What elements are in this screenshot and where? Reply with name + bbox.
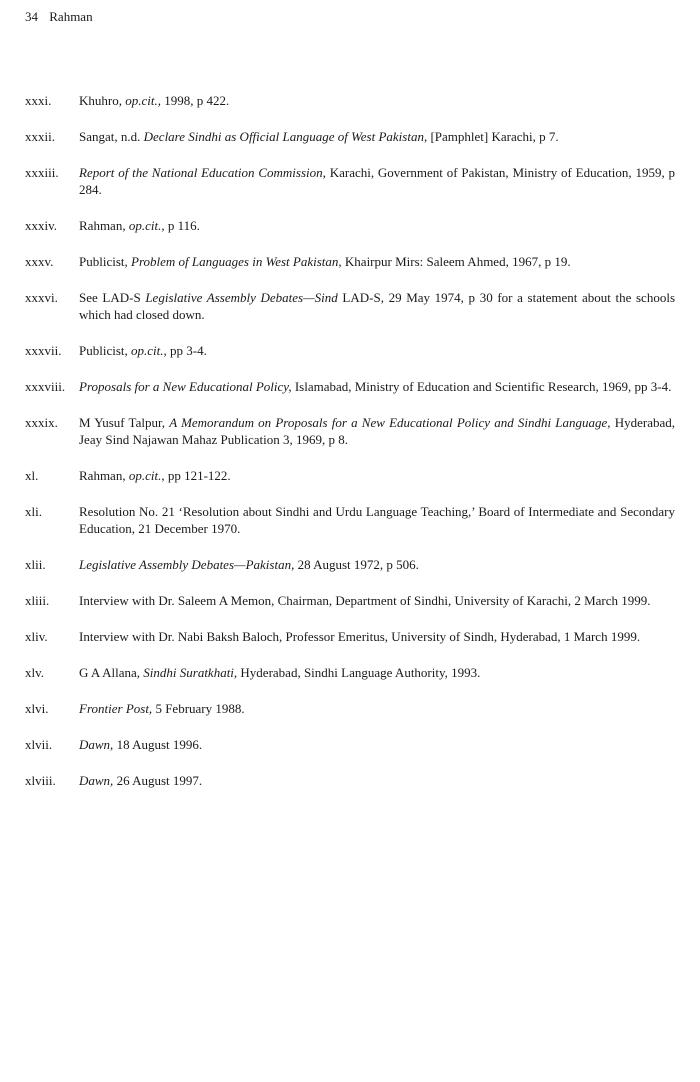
endnote-text: Interview with Dr. Saleem A Memon, Chairman, Department of Sindhi, University of Karachi, 2 March 1999.: [79, 593, 651, 608]
endnote-text: Sangat, n.d. Declare Sindhi as Official Language of West Pakistan, [Pamphlet] Karachi, p 7.: [79, 129, 559, 144]
endnote-text: G A Allana, Sindhi Suratkhati, Hyderabad, Sindhi Language Authority, 1993.: [79, 665, 481, 680]
endnote-number: xxxii.: [25, 129, 55, 144]
endnote: [25, 700, 675, 717]
page-number: 34: [25, 9, 38, 24]
endnote-text: Legislative Assembly Debates—Pakistan, 28 August 1972, p 506.: [79, 557, 419, 572]
endnote-number: xxxi.: [25, 93, 52, 108]
endnote-number: xlvii.: [25, 737, 53, 752]
running-head-author: Rahman: [49, 9, 93, 24]
endnote-text: Dawn, 26 August 1997.: [79, 773, 203, 788]
endnote: [25, 414, 675, 448]
endnote: [25, 628, 675, 645]
endnote: [25, 342, 675, 359]
endnote-text: Khuhro, op.cit., 1998, p 422.: [79, 93, 230, 108]
endnote-text: Rahman, op.cit., pp 121-122.: [79, 468, 231, 483]
endnote: [25, 289, 675, 323]
endnote-text: Dawn, 18 August 1996.: [79, 737, 203, 752]
endnote: [25, 503, 675, 537]
endnote-number: xxxvi.: [25, 290, 58, 305]
endnote: [25, 772, 675, 789]
endnote-text: Interview with Dr. Nabi Baksh Baloch, Professor Emeritus, University of Sindh, Hyderabad, 1 March 1999.: [79, 629, 641, 644]
endnote-number: xxxiv.: [25, 218, 58, 233]
endnote-text: Rahman, op.cit., p 116.: [79, 218, 200, 233]
endnote-number: xlv.: [25, 665, 45, 680]
endnote-number: xli.: [25, 504, 42, 519]
endnote-number: xliii.: [25, 593, 50, 608]
endnote-number: xxxviii.: [25, 379, 66, 394]
endnote-text: See LAD-S Legislative Assembly Debates—Sind LAD-S, 29 May 1974, p 30 for a statement about the schools which had closed down.: [79, 290, 676, 322]
endnote-number: xxxv.: [25, 254, 54, 269]
running-head: [25, 9, 93, 25]
endnote-number: xliv.: [25, 629, 48, 644]
endnote-text: Publicist, op.cit., pp 3-4.: [79, 343, 207, 358]
endnote-number: xl.: [25, 468, 39, 483]
endnote-number: xlviii.: [25, 773, 56, 788]
endnote: [25, 556, 675, 573]
endnote-text: Resolution No. 21 ‘Resolution about Sindhi and Urdu Language Teaching,’ Board of Intermediate and Secondary Education, 21 December 1970.: [79, 504, 675, 536]
endnote: [25, 164, 675, 198]
endnote-text: Proposals for a New Educational Policy, Islamabad, Ministry of Education and Scientific Research, 1969, pp 3-4.: [79, 379, 672, 394]
endnote: [25, 128, 675, 145]
endnote-text: Publicist, Problem of Languages in West Pakistan, Khairpur Mirs: Saleem Ahmed, 1967, p 19.: [79, 254, 571, 269]
endnote-text: M Yusuf Talpur, A Memorandum on Proposals for a New Educational Policy and Sindhi Language, Hyderabad, Jeay Sind Najawan Mahaz Publication 3, 1969, p 8.: [79, 415, 675, 447]
endnote-number: xlvi.: [25, 701, 49, 716]
endnote: [25, 217, 675, 234]
endnotes-list: [25, 92, 675, 808]
endnote: [25, 736, 675, 753]
endnote-text: Frontier Post, 5 February 1988.: [79, 701, 245, 716]
endnote: [25, 467, 675, 484]
endnote-number: xlii.: [25, 557, 46, 572]
endnote-text: Report of the National Education Commission, Karachi, Government of Pakistan, Ministry of Education, 1959, p 284.: [79, 165, 675, 197]
endnote-number: xxxvii.: [25, 343, 62, 358]
endnote: [25, 253, 675, 270]
endnote: [25, 664, 675, 681]
endnote: [25, 592, 675, 609]
endnote-number: xxxix.: [25, 415, 58, 430]
endnote: [25, 378, 675, 395]
endnote: [25, 92, 675, 109]
endnote-number: xxxiii.: [25, 165, 59, 180]
